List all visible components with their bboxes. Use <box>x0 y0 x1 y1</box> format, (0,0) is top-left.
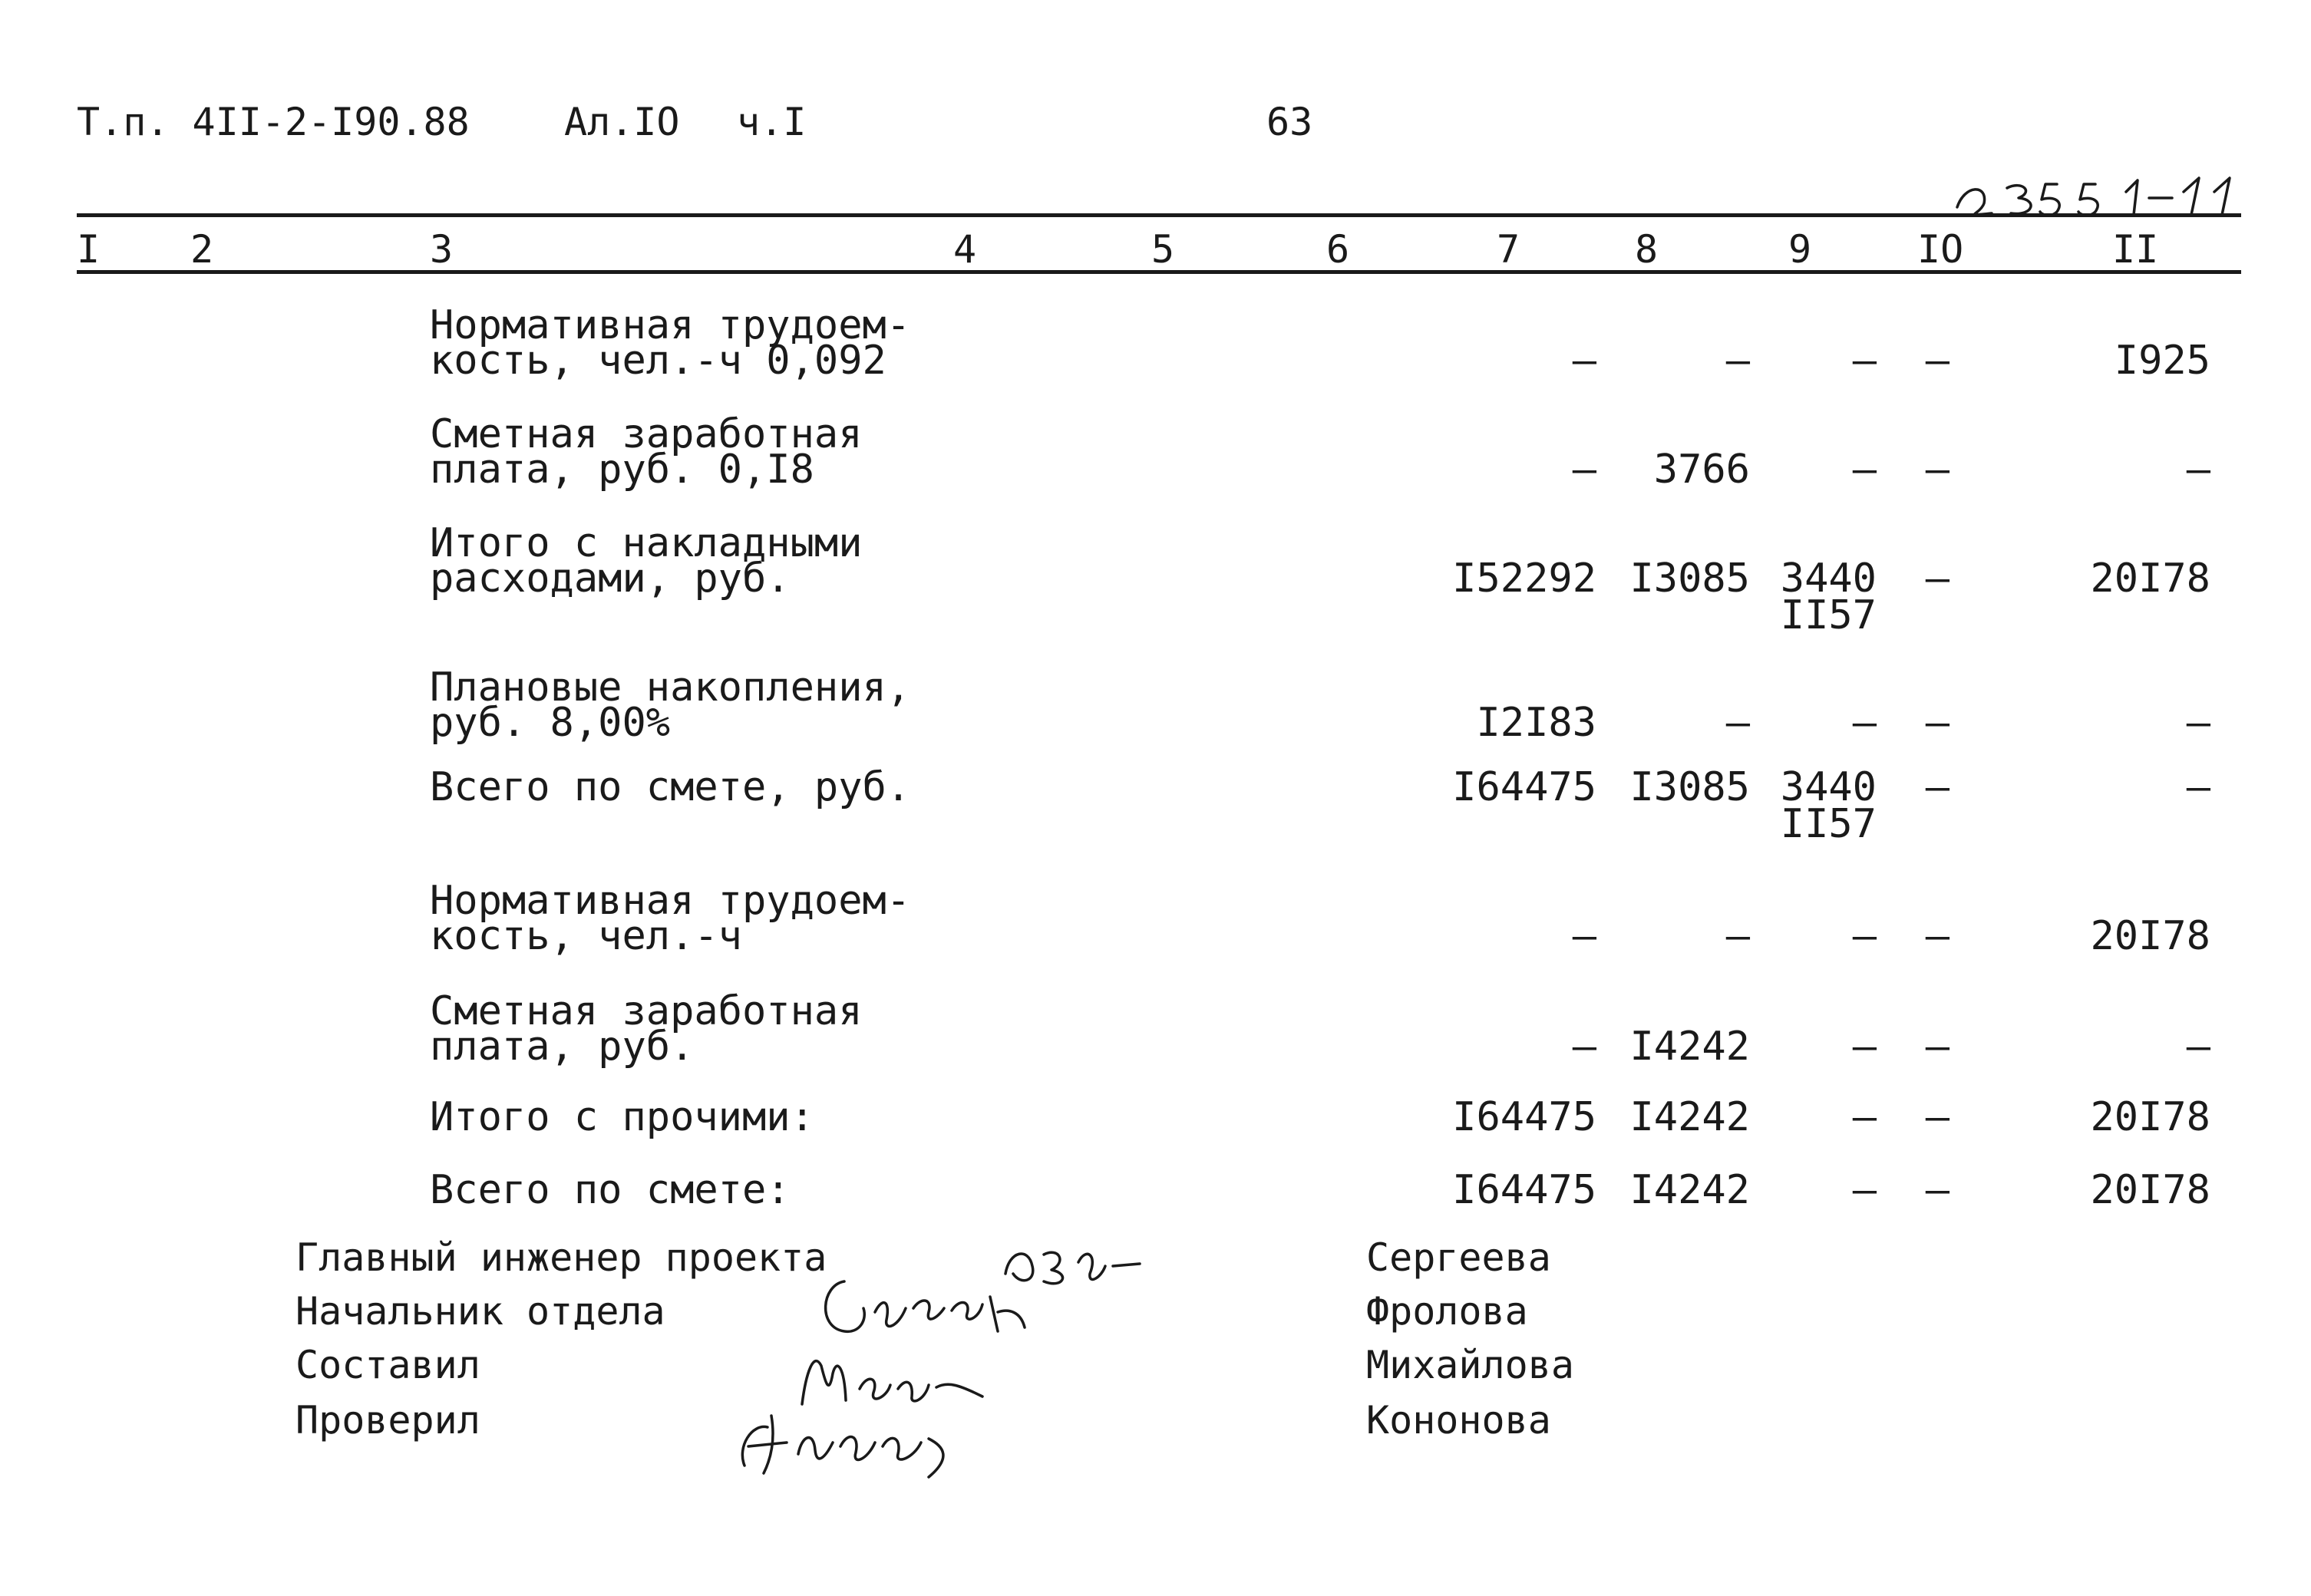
table-cell-col11: – <box>2186 1024 2210 1070</box>
col-number-8: 8 <box>1635 227 1659 272</box>
table-cell-col8: 3766 <box>1653 447 1750 493</box>
table-cell-col7: – <box>1572 338 1596 384</box>
row-label-line: кость, чел.-ч 0,092 <box>430 338 886 384</box>
table-cell-col10: – <box>1925 447 1949 493</box>
part-number: ч.I <box>737 100 807 144</box>
row-label-line: руб. 8,00% <box>430 700 671 746</box>
table-cell-col8: I4242 <box>1629 1094 1750 1140</box>
table-cell-col11: 20I78 <box>2090 1094 2210 1140</box>
table-cell-col8: I4242 <box>1629 1024 1750 1070</box>
table-cell-col8: I3085 <box>1629 556 1750 602</box>
row-label-line: расходами, руб. <box>430 556 791 602</box>
table-cell-col11: – <box>2186 764 2210 810</box>
row-label-line: Всего по смете: <box>430 1167 791 1213</box>
col-number-2: 2 <box>190 227 214 272</box>
table-cell-col8: I4242 <box>1629 1167 1750 1213</box>
col-number-10: IO <box>1917 227 1964 272</box>
table-cell-col10: – <box>1925 556 1949 602</box>
table-cell-col8: – <box>1725 913 1750 959</box>
table-cell-col8: – <box>1725 338 1750 384</box>
table-header-rule <box>77 270 2241 274</box>
row-label-line: Всего по смете, руб. <box>430 764 911 810</box>
signature-title: Начальник отдела <box>295 1289 665 1334</box>
album-number: Ал.IO <box>564 100 680 144</box>
row-label-line: Сметная заработная <box>430 411 863 457</box>
table-cell-col9: 3440 <box>1780 556 1877 602</box>
table-cell-col10: – <box>1925 1167 1949 1213</box>
table-cell-col9: – <box>1852 447 1877 493</box>
col-number-9: 9 <box>1788 227 1812 272</box>
table-cell-col7: I64475 <box>1452 1167 1596 1213</box>
table-cell-col9: – <box>1852 338 1877 384</box>
table-cell-col8: – <box>1725 700 1750 746</box>
table-cell-col7: – <box>1572 913 1596 959</box>
row-label-line: кость, чел.-ч <box>430 913 742 959</box>
table-cell-col10: – <box>1925 764 1949 810</box>
table-cell-col9: – <box>1852 1094 1877 1140</box>
col-number-1: I <box>77 227 101 272</box>
table-cell-col10: – <box>1925 913 1949 959</box>
table-cell-col10: – <box>1925 700 1949 746</box>
table-cell-col9: – <box>1852 700 1877 746</box>
signature-name: Кононова <box>1366 1398 1551 1443</box>
table-cell-col10: – <box>1925 1094 1949 1140</box>
table-cell-col9: 3440 <box>1780 764 1877 810</box>
col-number-5: 5 <box>1151 227 1175 272</box>
row-label-line: плата, руб. <box>430 1024 695 1070</box>
signature-name: Михайлова <box>1366 1343 1574 1387</box>
signature-name: Фролова <box>1366 1289 1528 1334</box>
table-cell-col10: – <box>1925 1024 1949 1070</box>
table-cell-col11: I925 <box>2114 338 2210 384</box>
row-label-line: плата, руб. 0,I8 <box>430 447 814 493</box>
table-cell-col7: – <box>1572 447 1596 493</box>
table-cell-col11: 20I78 <box>2090 556 2210 602</box>
col-number-3: 3 <box>430 227 454 272</box>
table-cell-col7: I64475 <box>1452 1094 1596 1140</box>
signature-title: Главный инженер проекта <box>295 1235 827 1280</box>
table-cell-col7: I64475 <box>1452 764 1596 810</box>
table-cell-col9: – <box>1852 913 1877 959</box>
table-cell-col11: – <box>2186 700 2210 746</box>
table-cell-col7: I52292 <box>1452 556 1596 602</box>
table-cell-col7: – <box>1572 1024 1596 1070</box>
signature-scribble-2 <box>814 1266 1052 1350</box>
document-reference: Т.п. 4II-2-I90.88 <box>77 100 470 144</box>
table-top-rule <box>77 213 2241 217</box>
table-cell-col9-second-line: II57 <box>1780 592 1877 638</box>
table-cell-col8: I3085 <box>1629 764 1750 810</box>
signature-name: Сергеева <box>1366 1235 1551 1280</box>
col-number-4: 4 <box>953 227 977 272</box>
table-cell-col9: – <box>1852 1167 1877 1213</box>
row-label-line: Итого с прочими: <box>430 1094 814 1140</box>
col-number-6: 6 <box>1326 227 1350 272</box>
page-number: 63 <box>1266 100 1313 144</box>
table-cell-col11: – <box>2186 447 2210 493</box>
table-cell-col11: 20I78 <box>2090 1167 2210 1213</box>
signature-title: Составил <box>295 1343 480 1387</box>
row-label-line: Нормативная трудоем- <box>430 878 911 924</box>
signature-scribble-4 <box>729 1400 990 1485</box>
table-cell-col9: – <box>1852 1024 1877 1070</box>
table-cell-col9-second-line: II57 <box>1780 801 1877 847</box>
table-cell-col10: – <box>1925 338 1949 384</box>
table-cell-col11: 20I78 <box>2090 913 2210 959</box>
col-number-11: II <box>2112 227 2159 272</box>
table-cell-col7: I2I83 <box>1476 700 1596 746</box>
row-label-line: Сметная заработная <box>430 988 863 1034</box>
row-label-line: Итого с накладными <box>430 520 863 566</box>
row-label-line: Нормативная трудоем- <box>430 302 911 348</box>
signature-title: Проверил <box>295 1398 480 1443</box>
row-label-line: Плановые накопления, <box>430 664 911 711</box>
col-number-7: 7 <box>1497 227 1520 272</box>
